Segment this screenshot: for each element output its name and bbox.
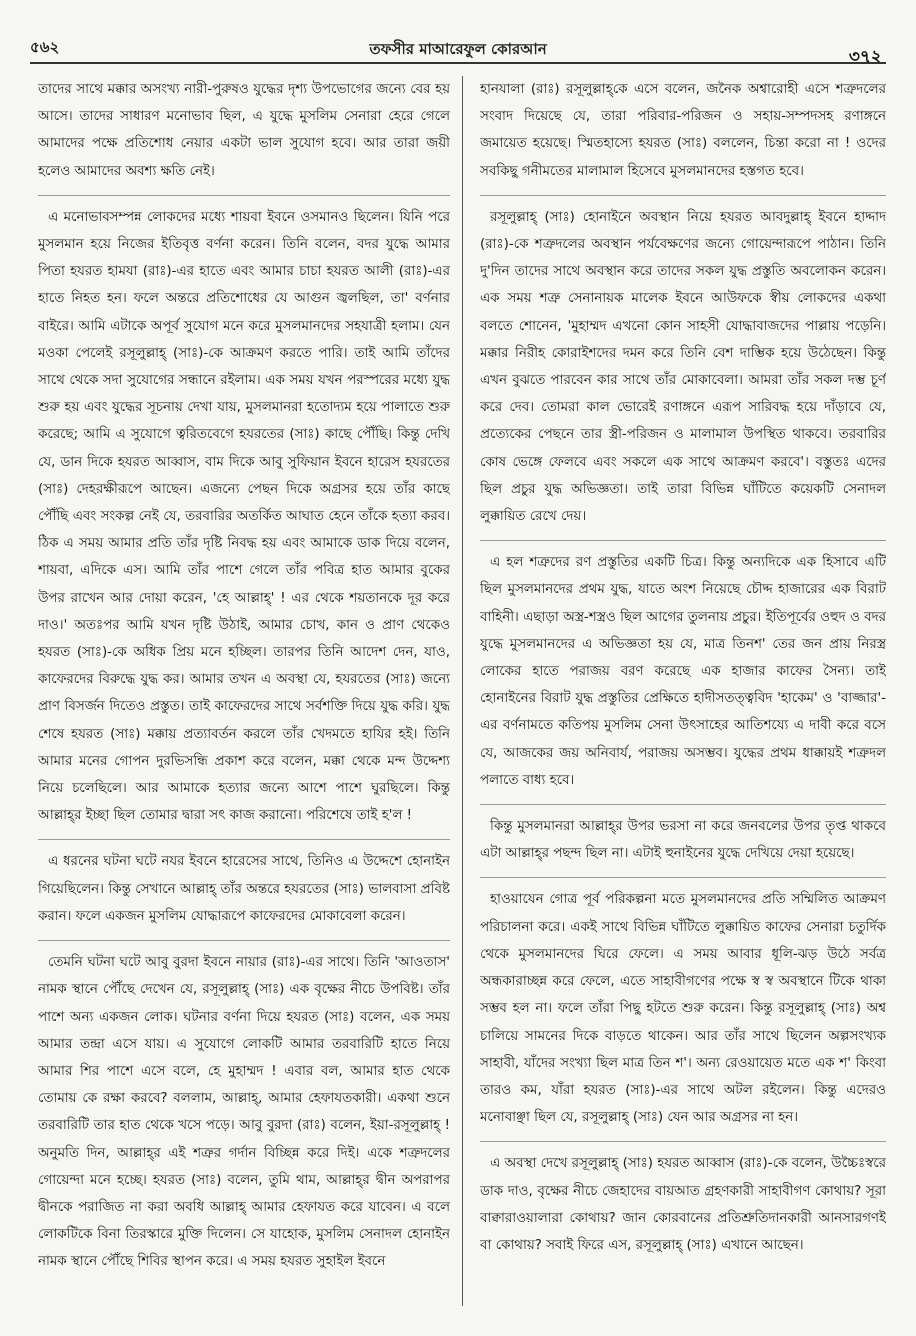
paragraph-divider xyxy=(480,195,886,196)
paragraph: রসূলুল্লাহ্ (সাঃ) হোনাইনে অবস্থান নিয়ে হযরত আবদুল্লাহ্ ইবনে হাদ্দাদ (রাঃ)-কে শত্রুদলের অবস্থান পর্যবেক্ষণের জন্যে গোয়েন্দারূপে পাঠান। তিনি দু'দিন তাদের সাথে অবস্থান করে তাদের সকল যুদ্ধ প্রস্তুতি অবলোকন করেন। এক সময় শত্রু সেনানায়ক মালেক ইবনে আউফকে স্বীয় লোকদের একথা বলতে শোনেন, 'মুহাম্মদ এখনো কোন সাহসী যোদ্ধাবাজদের পাল্লায় পড়েনি। মক্কার নিরীহ কোরাইশদের দমন করে তিনি বেশ দাম্ভিক হয়ে উঠেছেন। কিন্তু এখন বুঝতে পারবেন কার সাথে তাঁর মোকাবেলা। আমরা তাঁর সকল দম্ভ চূর্ণ করে দেব। তোমরা কাল ভোরেই রণাঙ্গনে এরূপ সারিবদ্ধ হয়ে দাঁড়াবে যে, প্রত্যেকের পেছনে তার স্ত্রী-পরিজন ও মালামাল উপস্থিত থাকবে। তরবারির কোষ ভেঙ্গে ফেলবে এবং সকলে এক সাথে আক্রমণ করবে'। বস্তুতঃ এদের ছিল প্রচুর যুদ্ধ অভিজ্ঞতা। তাই তারা বিভিন্ন ঘাঁটিতে কয়েকটি সেনাদল লুক্কায়িত রেখে দেয়। xyxy=(480,209,886,525)
header-rule xyxy=(30,62,886,64)
column-divider xyxy=(462,76,463,1306)
paragraph-divider xyxy=(480,1141,886,1142)
paragraph: তেমনি ঘটনা ঘটে আবু বুরদা ইবনে নায়ার (রাঃ)-এর সাথে। তিনি 'আওতাস' নামক স্থানে পৌঁছে দেখেন যে, রসূলুল্লাহ্ (সাঃ) এক বৃক্ষের নীচে উপবিষ্ট। তাঁর পাশে অন্য একজন লোক। ঘটনার বর্ণনা দিয়ে হযরত (সাঃ) বলেন, এক সময় আমার তন্দ্রা এসে যায়। এ সুযোগে লোকটি আমার তরবারিটি হাতে নিয়ে আমার শির পাশে এসে বলে, হে মুহাম্মদ ! এবার বল, আমার হাত থেকে তোমায় কে রক্ষা করবে? বললাম, আল্লাহ্, আমার হেফাযতকারী। একথা শুনে তরবারিটি তার হাত থেকে খসে পড়ে। আবু বুরদা (রাঃ) বলেন, ইয়া-রসূলুল্লাহ্ ! অনুমতি দিন, আল্লাহ্‌র এই শত্রুর গর্দান বিচ্ছিন্ন করে দিই। একে শত্রুদলের গোয়েন্দা মনে হচ্ছে। হযরত (সাঃ) বলেন, তুমি থাম, আল্লাহ্‌র দ্বীন অপরাপর দ্বীনকে পরাজিত না করা অবধি আল্লাহ্ আমার হেফাযত করে যাবেন। এ বলে লোকটিকে বিনা তিরস্কারে মুক্তি দিলেন। সে যাহোক, মুসলিম সেনাদল হোনাইন নামক স্থানে পৌঁছে শিবির স্থাপন করে। এ সময় হযরত সুহাইল ইবনে xyxy=(38,955,450,1270)
paragraph: কিন্তু মুসলমানরা আল্লাহ্‌র উপর ভরসা না করে জনবলের উপর তৃপ্ত থাকবে এটা আল্লাহ্‌র পছন্দ ছিল না। এটাই হুনাইনের যুদ্ধে দেখিয়ে দেয়া হয়েছে। xyxy=(480,819,886,862)
page-header xyxy=(30,30,886,66)
paragraph: হাওয়াযেন গোত্র পূর্ব পরিকল্পনা মতে মুসলমানদের প্রতি সম্মিলিত আক্রমণ পরিচালনা করে। একই সাথে বিভিন্ন ঘাঁটিতে লুক্কায়িত কাফের সেনারা চতুর্দিক থেকে মুসলমানদের ঘিরে ফেলে। এ সময় আবার ধূলি-ঝড় উঠে সর্বত্র অন্ধকারাচ্ছন্ন করে ফেলে, এতে সাহাবীগণের পক্ষে স্ব স্ব অবস্থানে টিকে থাকা সম্ভব হল না। ফলে তাঁরা পিছু হটতে শুরু করেন। কিন্তু রসূলুল্লাহ্ (সাঃ) অশ্ব চালিয়ে সামনের দিকে বাড়তে থাকেন। আর তাঁর সাথে ছিলেন অল্পসংখ্যক সাহাবী, যাঁদের সংখ্যা ছিল মাত্র তিন শ'। অন্য রেওয়ায়েত মতে এক শ' কিংবা তারও কম, যাঁরা হযরত (সাঃ)-এর সাথে অটল রইলেন। কিন্তু এদেরও মনোবাঞ্ছা ছিল যে, রসূলুল্লাহ্ (সাঃ) যেন আর অগ্রসর না হন। xyxy=(480,892,886,1126)
paragraph: এ হল শত্রুদের রণ প্রস্তুতির একটি চিত্র। কিন্তু অন্যদিকে এক হিসাবে এটি ছিল মুসলমানদের প্রথম যুদ্ধ, যাতে অংশ নিয়েছে চৌদ্দ হাজারের এক বিরাট বাহিনী। এছাড়া অস্ত্র-শস্ত্রও ছিল আগের তুলনায় প্রচুর। ইতিপূর্বের ওহুদ ও বদর যুদ্ধে মুসলমানদের এ অভিজ্ঞতা হয় যে, মাত্র তিনশ' তের জন প্রায় নিরস্ত্র লোকের হাতে পরাজয় বরণ করেছে এক হাজার কাফের সৈন্য। তাই হোনাইনের বিরাট যুদ্ধ প্রস্তুতির প্রেক্ষিতে হাদীসতত্ত্ববিদ 'হাকেম' ও 'বাজ্জার'-এর বর্ণনামতে কতিপয় মুসলিম সেনা উৎসাহের আতিশয্যে এ দাবী করে বসে যে, আজকের জয় অনিবার্য, পরাজয় অসম্ভব। যুদ্ধের প্রথম ধাক্কায়ই শত্রুদল পলাতে বাধ্য হবে। xyxy=(480,555,886,788)
paragraph: এ অবস্থা দেখে রসূলুল্লাহ্ (সাঃ) হযরত আব্বাস (রাঃ)-কে বলেন, উচ্চৈঃস্বরে ডাক দাও, বৃক্ষের নীচে জেহাদের বায়আত গ্রহণকারী সাহাবীগণ কোথায়? সূরা বাক্বারাওয়ালারা কোথায়? জান কোরবানের প্রতিশ্রুতিদানকারী আনসারগণই বা কোথায়? সবাই ফিরে এস, রসূলুল্লাহ্ (সাঃ) এখানে আছেন। xyxy=(480,1156,886,1253)
book-title: তফসীর মাআরেফুল কোরআন xyxy=(369,40,547,58)
paragraph-divider xyxy=(480,540,886,541)
paragraph: এ মনোভাবসম্পন্ন লোকদের মধ্যে শায়বা ইবনে ওসমানও ছিলেন। যিনি পরে মুসলমান হয়ে নিজের ইতিবৃত্ত বর্ণনা করেন। তিনি বলেন, বদর যুদ্ধে আমার পিতা হযরত হামযা (রাঃ)-এর হাতে এবং আমার চাচা হযরত আলী (রাঃ)-এর হাতে নিহত হন। ফলে অন্তরে প্রতিশোধের যে আগুন জ্বলছিল, তা' বর্ণনার বাইরে। আমি এটাকে অপূর্ব সুযোগ মনে করে মুসলমানদের সহযাত্রী হলাম। যেন মওকা পেলেই রসূলুল্লাহ্ (সাঃ)-কে আক্রমণ করতে পারি। তাই আমি তাঁদের সাথে থেকে সদা সুযোগের সন্ধানে রইলাম। এক সময় যখন পরস্পরের মধ্যে যুদ্ধ শুরু হয় এবং যুদ্ধের সূচনায় দেখা যায়, মুসলমানরা হতোদ্যম হয়ে পালাতে শুরু করেছে; আমি এ সুযোগে ত্বরিতবেগে হযরতের (সাঃ) কাছে পৌঁছি। কিন্তু দেখি যে, ডান দিকে হযরত আব্বাস, বাম দিকে আবু সুফিয়ান ইবনে হারেস হযরতের (সাঃ) দেহরক্ষীরূপে আছেন। এজন্যে পেছন দিকে অগ্রসর হয়ে তাঁর কাছে পৌঁছি এবং সংকল্প নেই যে, তরবারির অতর্কিত আঘাত হেনে তাঁকে হত্যা করব। ঠিক এ সময় আমার প্রতি তাঁর দৃষ্টি নিবদ্ধ হয় এবং আমাকে ডাক দিয়ে বলেন, শায়বা, এদিকে এস। আমি তাঁর পাশে গেলে তাঁর পবিত্র হাত আমার বুকের উপর রাখেন আর দোয়া করেন, 'হে আল্লাহ্' ! এর থেকে শয়তানকে দূর করে দাও।' অতঃপর আমি যখন দৃষ্টি উঠাই, আমার চোখ, কান ও প্রাণ থেকেও হযরত (সাঃ)-কে অধিক প্রিয় মনে হচ্ছিল। তারপর তিনি আদেশ দেন, যাও, কাফেরদের বিরুদ্ধে যুদ্ধ কর। আমার তখন এ অবস্থা যে, হযরতের (সাঃ) জন্যে প্রাণ বিসর্জন দিতেও প্রস্তুত। তাই কাফেরদের সাথে সর্বশক্তি দিয়ে যুদ্ধ করি। যুদ্ধ শেষে হযরত (সাঃ) মক্কায় প্রত্যাবর্তন করলে তাঁর খেদমতে হাযির হই। তিনি আমার মনের গোপন দুরভিসন্ধি প্রকাশ করে বলেন, মক্কা থেকে মন্দ উদ্দেশ্য নিয়ে চলেছিলে। আর আমাকে হত্যার জন্যে আশে পাশে ঘুরছিলে। কিন্তু আল্লাহ্‌র ইচ্ছা ছিল তোমার দ্বারা সৎ কাজ করানো। পরিশেষে তাই হ'ল ! xyxy=(38,209,450,824)
page-number-left: ৫৬২ xyxy=(30,38,60,56)
paragraph-divider xyxy=(480,877,886,878)
paragraph-divider xyxy=(38,195,450,196)
paragraph: হানযালা (রাঃ) রসূলুল্লাহ্‌কে এসে বলেন, জনৈক অশ্বারোহী এসে শত্রুদলের সংবাদ দিয়েছে যে, তারা পরিবার-পরিজন ও সহায়-সম্পদসহ রণাঙ্গনে জমায়েত হয়েছে। স্মিতহাস্যে হযরত (সাঃ) বললেন, চিন্তা করো না ! ওদের সবকিছু গনীমতের মালামাল হিসেবে মুসলমানদের হস্তগত হবে। xyxy=(480,82,886,179)
paragraph-divider xyxy=(38,940,450,941)
page-number-right: ৩৭২ xyxy=(848,47,882,67)
paragraph-divider xyxy=(38,839,450,840)
paragraph-divider xyxy=(480,804,886,805)
left-column xyxy=(38,76,450,1306)
paragraph: তাদের সাথে মক্কার অসংখ্য নারী-পুরুষও যুদ্ধের দৃশ্য উপভোগের জন্যে বের হয় আসে। তাদের সাধারণ মনোভাব ছিল, এ যুদ্ধে মুসলিম সেনারা হেরে গেলে আমাদের পক্ষে প্রতিশোধ নেয়ার একটা ভাল সুযোগ হবে। আর তারা জয়ী হলেও আমাদের অবশ্য ক্ষতি নেই। xyxy=(38,82,450,179)
right-column xyxy=(480,76,886,1306)
paragraph: এ ধরনের ঘটনা ঘটে নযর ইবনে হারেসের সাথে, তিনিও এ উদ্দেশে হোনাইন গিয়েছিলেন। কিন্তু সেখানে আল্লাহ্ তাঁর অন্তরে হযরতের (সাঃ) ভালবাসা প্রবিষ্ট করান। ফলে একজন মুসলিম যোদ্ধারূপে কাফেরদের মোকাবেলা করেন। xyxy=(38,854,450,924)
